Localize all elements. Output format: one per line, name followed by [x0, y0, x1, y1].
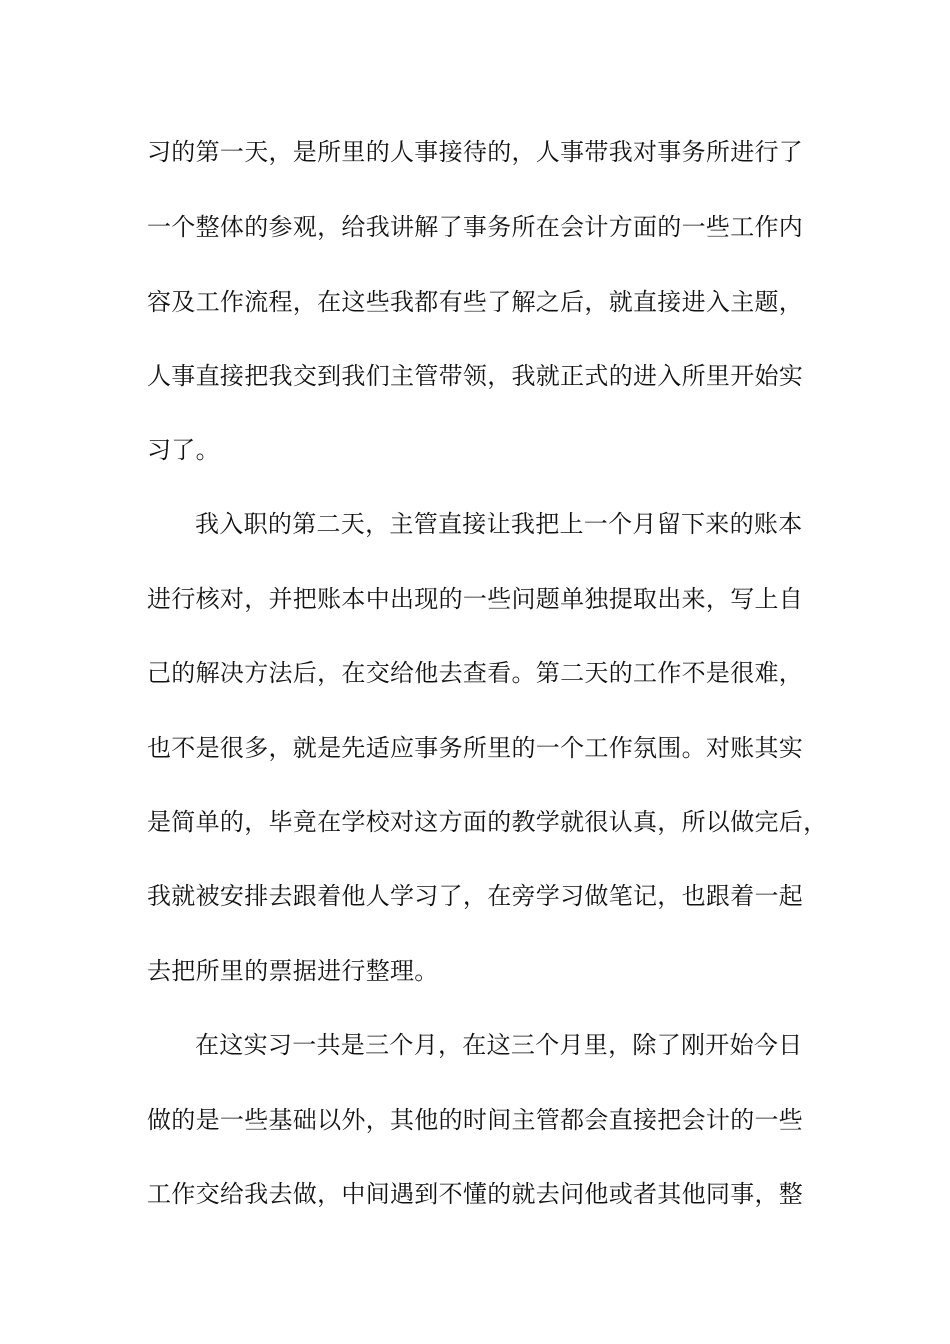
text-line: 己的解决方法后，在交给他去查看。第二天的工作不是很难， [147, 659, 804, 687]
text-line: 工作交给我去做，中间遇到不懂的就去问他或者其他同事，整 [147, 1180, 804, 1208]
text-line: 做的是一些基础以外，其他的时间主管都会直接把会计的一些 [147, 1106, 804, 1134]
text-line: 是简单的，毕竟在学校对这方面的教学就很认真，所以做完后， [147, 808, 828, 836]
text-line: 在这实习一共是三个月，在这三个月里，除了刚开始今日 [195, 1031, 803, 1059]
text-line: 也不是很多，就是先适应事务所里的一个工作氛围。对账其实 [147, 734, 804, 762]
text-line: 我就被安排去跟着他人学习了，在旁学习做笔记，也跟着一起 [147, 882, 804, 910]
text-line: 我入职的第二天，主管直接让我把上一个月留下来的账本 [195, 510, 803, 538]
text-line: 去把所里的票据进行整理。 [147, 957, 439, 985]
text-line: 人事直接把我交到我们主管带领，我就正式的进入所里开始实 [147, 362, 804, 390]
text-line: 习了。 [147, 436, 220, 464]
text-line: 容及工作流程，在这些我都有些了解之后，就直接进入主题， [147, 288, 804, 316]
text-line: 进行核对，并把账本中出现的一些问题单独提取出来，写上自 [147, 585, 804, 613]
text-line: 习的第一天，是所里的人事接待的，人事带我对事务所进行了 [147, 138, 804, 166]
text-line: 一个整体的参观，给我讲解了事务所在会计方面的一些工作内 [147, 213, 804, 241]
